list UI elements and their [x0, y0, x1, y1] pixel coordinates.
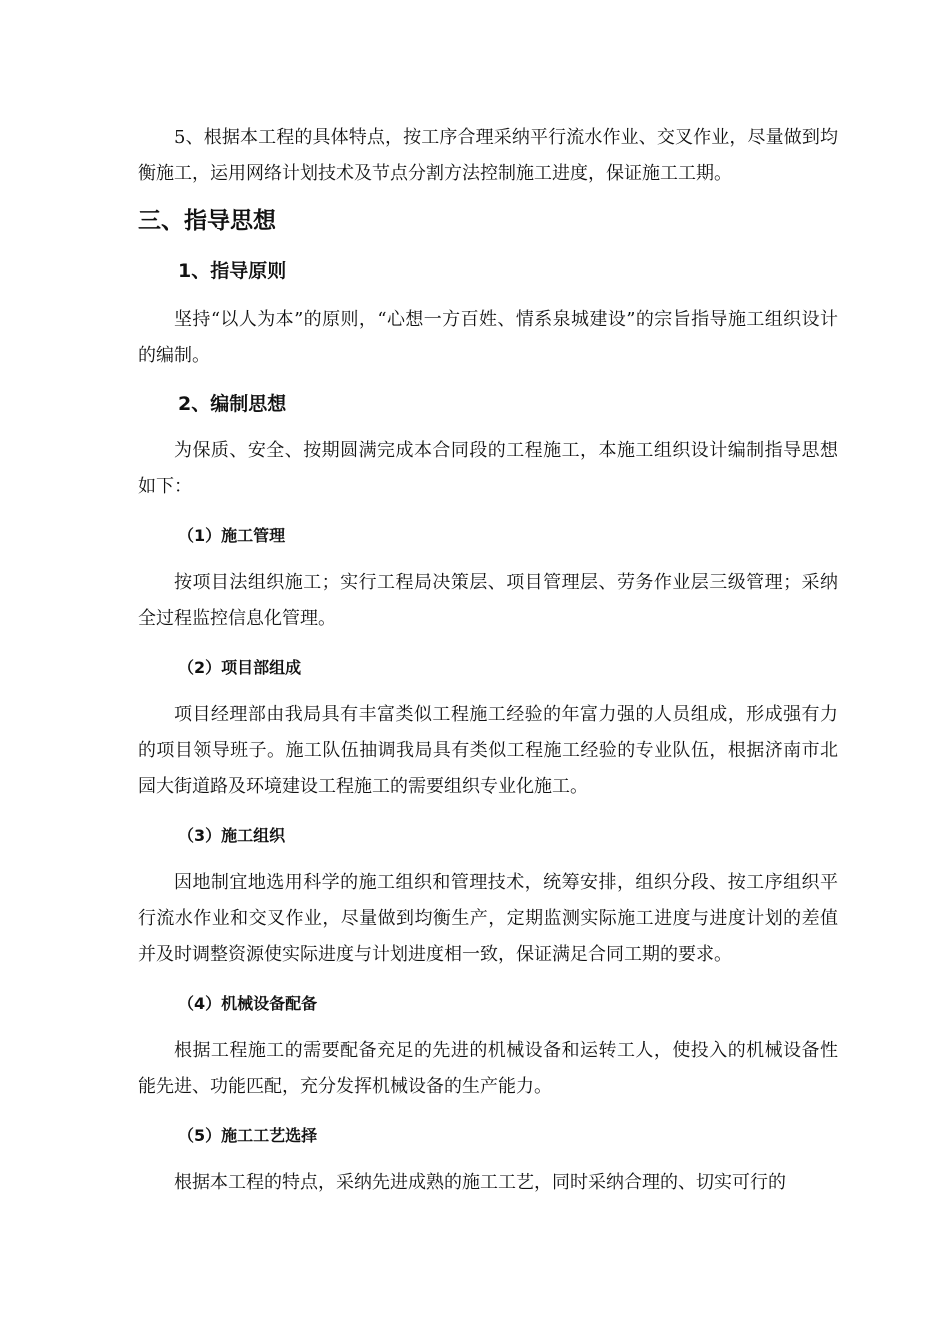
paragraph-project-department: 项目经理部由我局具有丰富类似工程施工经验的年富力强的人员组成，形成强有力的项目领导班子。施工队伍抽调我局具有类似工程施工经验的专业队伍，根据济南市北园大街道路及环境建设工程施工的需要组织专业化施工。 — [138, 704, 838, 797]
item-heading-process-selection: （5）施工工艺选择 — [178, 1126, 318, 1145]
item-heading-construction-organization: （3）施工组织 — [178, 826, 286, 845]
paragraph-item-5: 5、根据本工程的具体特点，按工序合理采纳平行流水作业、交叉作业，尽量做到均衡施工，运用网络计划技术及节点分割方法控制施工进度，保证施工工期。 — [138, 127, 838, 184]
paragraph-idea-intro: 为保质、安全、按期圆满完成本合同段的工程施工，本施工组织设计编制指导思想如下： — [138, 440, 838, 497]
paragraph-construction-management: 按项目法组织施工；实行工程局决策层、项目管理层、劳务作业层三级管理；采纳全过程监控信息化管理。 — [138, 572, 838, 629]
paragraph-principle: 坚持“以人为本”的原则，“心想一方百姓、情系泉城建设”的宗旨指导施工组织设计的编制。 — [138, 309, 838, 366]
subheading-compilation-idea: 2、编制思想 — [178, 393, 287, 415]
paragraph-process-selection: 根据本工程的特点，采纳先进成熟的施工工艺，同时采纳合理的、切实可行的 — [174, 1172, 786, 1193]
item-heading-machinery: （4）机械设备配备 — [178, 994, 318, 1013]
paragraph-construction-organization: 因地制宜地选用科学的施工组织和管理技术，统筹安排，组织分段、按工序组织平行流水作业和交叉作业，尽量做到均衡生产，定期监测实际施工进度与进度计划的差值并及时调整资源使实际进度与计划进度相一致，保证满足合同工期的要求。 — [138, 872, 838, 965]
item-heading-project-department: （2）项目部组成 — [178, 658, 302, 677]
section-heading-guiding-thought: 三、指导思想 — [138, 208, 276, 234]
paragraph-machinery: 根据工程施工的需要配备充足的先进的机械设备和运转工人，使投入的机械设备性能先进、功能匹配，充分发挥机械设备的生产能力。 — [138, 1040, 838, 1097]
item-heading-construction-management: （1）施工管理 — [178, 526, 286, 545]
subheading-guiding-principle: 1、指导原则 — [178, 260, 287, 282]
